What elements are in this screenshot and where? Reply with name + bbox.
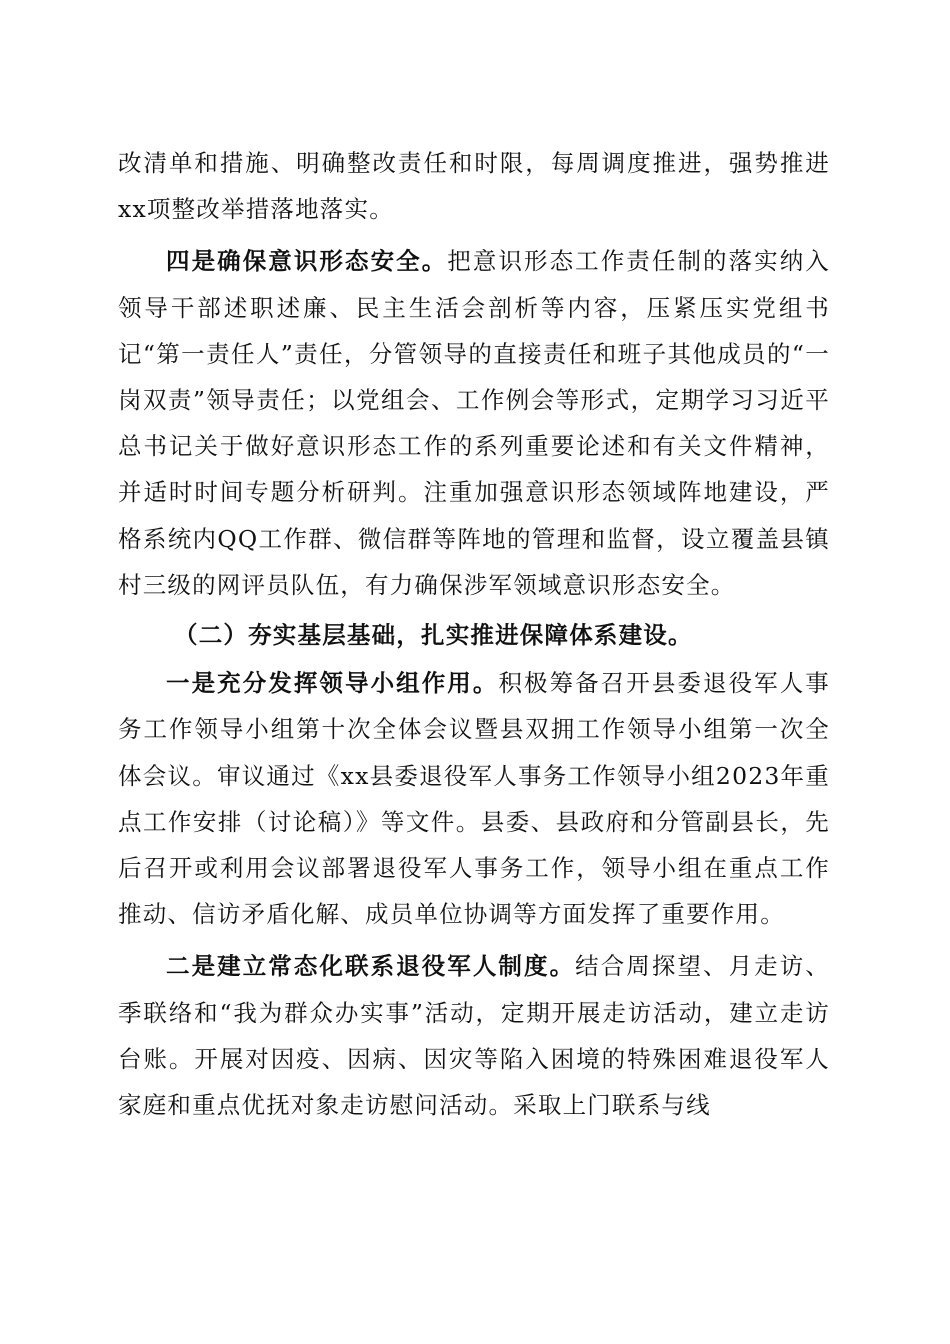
paragraph-contact-system [118,943,830,1128]
paragraph-leading-group [118,660,830,937]
paragraph-lead: 一是充分发挥领导小组作用。 [166,669,499,698]
paragraph-continuation [118,140,830,232]
paragraph-text: 把意识形态工作责任制的落实纳入领导干部述职述廉、民主生活会剖析等内容，压紧压实党组书记“第一责任人”责任，分管领导的直接责任和班子其他成员的“一岗双责”领导责任；以党组会、工作例会等形式，定期学习习近平总书记关于做好意识形态工作的系列重要论述和有关文件精神，并适时时间专题分析研判。注重加强意识形态领域阵地建设，严格系统内QQ工作群、微信群等阵地的管理和监督，设立覆盖县镇村三级的网评员队伍，有力确保涉军领域意识形态安全。 [118,247,831,599]
paragraph-lead: 四是确保意识形态安全。 [166,247,448,276]
paragraph-text: 积极筹备召开县委退役军人事务工作领导小组第十次全体会议暨县双拥工作领导小组第一次全体会议。审议通过《xx县委退役军人事务工作领导小组2023年重点工作安排（讨论稿）》等文件。县委、县政府和分管副县长，先后召开或利用会议部署退役军人事务工作，领导小组在重点工作推动、信访矛盾化解、成员单位协调等方面发挥了重要作用。 [118,669,830,929]
paragraph-ideology-security [118,238,830,608]
document-page [118,140,830,1128]
paragraph-lead: 二是建立常态化联系退役军人制度。 [166,952,576,981]
section-heading: （二）夯实基层基础，扎实推进保障体系建设。 [174,621,693,650]
paragraph-text: 改清单和措施、明确整改责任和时限，每周调度推进，强势推进xx项整改举措落地落实。 [118,149,830,224]
paragraph-text: 结合周探望、月走访、季联络和“我为群众办实事”活动，定期开展走访活动，建立走访台账。开展对因疫、因病、因灾等陷入困境的特殊困难退役军人家庭和重点优抚对象走访慰问活动。采取上门联系与线 [118,952,831,1120]
